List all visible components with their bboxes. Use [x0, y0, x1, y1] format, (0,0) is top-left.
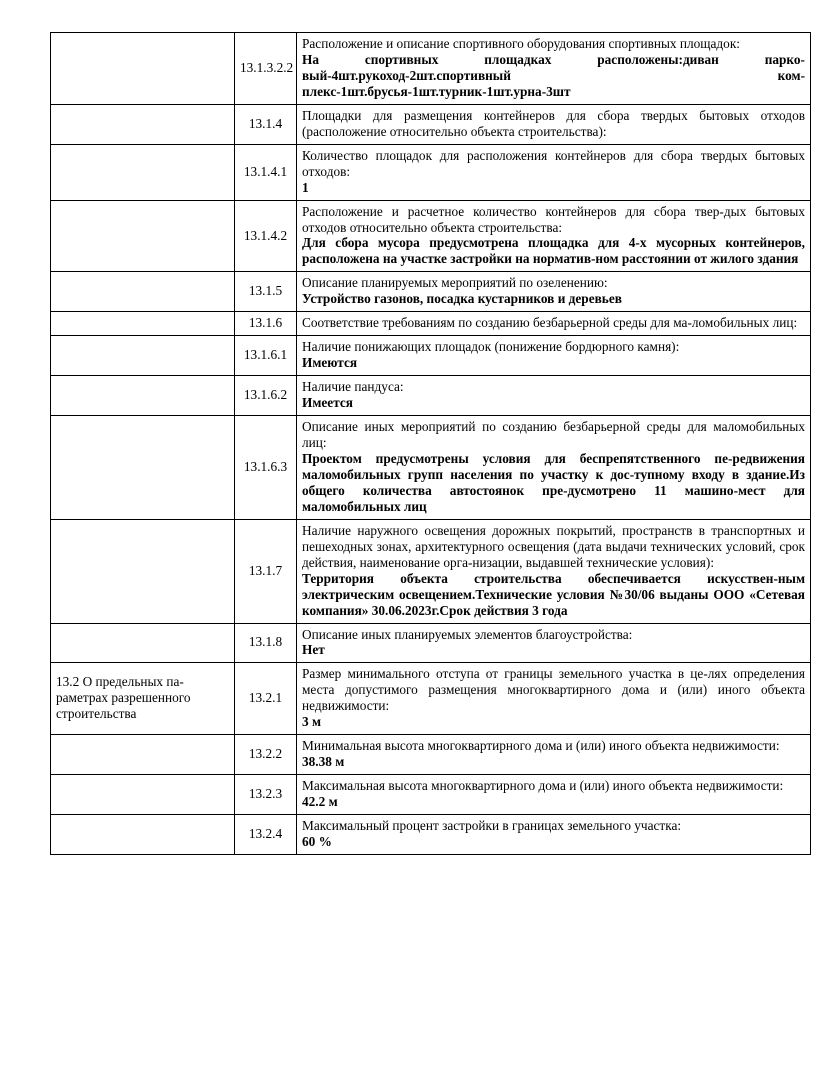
section-cell: [51, 735, 235, 775]
table-row: [51, 416, 811, 520]
index-cell: 13.1.4: [235, 104, 297, 144]
table-row: [51, 336, 811, 376]
table-row: [51, 272, 811, 312]
answer-text: Территория объекта строительства обеспечивается искусствен-ным электрическим освещением.Технические условия №30/06 выданы ООО «Сетевая компания» 30.06.2023г.Срок действия 3 года: [302, 570, 805, 618]
question-text: Наличие пандуса:: [302, 379, 404, 395]
answer-text: На спортивных площадках расположены:диван парко-вый-4шт.рукоход-2шт.спортивный ком-плекс-1шт.брусья-1шт.турник-1шт.урна-3шт: [302, 51, 805, 99]
question-text: Расположение и описание спортивного оборудования спортивных площадок:: [302, 36, 740, 51]
question-text: Соответствие требованиям по созданию безбарьерной среды для ма-ломобильных лиц:: [302, 315, 798, 331]
content-cell: [297, 336, 811, 376]
content-cell: [297, 272, 811, 312]
answer-text: Имеются: [302, 355, 358, 371]
question-text: Количество площадок для расположения контейнеров для сбора твердых бытовых отходов:: [302, 147, 805, 179]
answer-text: Для сбора мусора предусмотрена площадка для 4-х мусорных контейнеров, расположена на участке застройки на норматив-ном расстоянии от жилого здания: [302, 235, 805, 267]
answer-text: 3 м: [302, 714, 322, 730]
section-cell: [51, 200, 235, 272]
content-cell: [297, 663, 811, 735]
content-cell: [297, 376, 811, 416]
index-cell: 13.1.6.3: [235, 416, 297, 520]
table-body: [51, 33, 811, 855]
section-cell: [51, 815, 235, 855]
index-cell: 13.1.3.2.2: [235, 33, 297, 105]
index-cell: 13.1.4.1: [235, 144, 297, 200]
table-row: [51, 104, 811, 144]
table-row: [51, 815, 811, 855]
index-cell: 13.2.1: [235, 663, 297, 735]
content-cell: [297, 104, 811, 144]
table-row: [51, 200, 811, 272]
table-row: [51, 775, 811, 815]
question-text: Расположение и расчетное количество контейнеров для сбора твер-дых бытовых отходов относительно объекта строительства:: [302, 203, 805, 235]
index-cell: 13.1.4.2: [235, 200, 297, 272]
index-cell: 13.2.4: [235, 815, 297, 855]
section-cell: [51, 336, 235, 376]
index-cell: 13.1.8: [235, 623, 297, 663]
section-cell: [51, 376, 235, 416]
section-cell: [51, 33, 235, 105]
answer-text: Имеется: [302, 395, 353, 411]
index-cell: 13.2.2: [235, 735, 297, 775]
section-cell: [51, 623, 235, 663]
answer-text: 60 %: [302, 833, 332, 849]
table-row: [51, 376, 811, 416]
content-cell: [297, 775, 811, 815]
answer-text: 42.2 м: [302, 794, 338, 810]
index-cell: 13.1.7: [235, 519, 297, 623]
question-text: Максимальная высота многоквартирного дома и (или) иного объекта недвижимости:: [302, 778, 784, 794]
question-text: Наличие наружного освещения дорожных покрытий, пространств в транспортных и пешеходных зонах, архитектурного освещения (дата выдачи технических условий, срок действия, наименование орга-низации, выдавшей технические условия):: [302, 522, 805, 570]
content-cell: [297, 312, 811, 336]
content-cell: [297, 200, 811, 272]
content-cell: [297, 735, 811, 775]
content-cell: [297, 815, 811, 855]
question-text: Описание планируемых мероприятий по озеленению:: [302, 275, 608, 291]
question-text: Описание иных планируемых элементов благоустройства:: [302, 626, 633, 642]
section-cell: [51, 312, 235, 336]
content-cell: [297, 416, 811, 520]
index-cell: 13.1.6.2: [235, 376, 297, 416]
section-cell: [51, 272, 235, 312]
content-cell: [297, 519, 811, 623]
declaration-table: [50, 32, 811, 855]
question-text: Площадки для размещения контейнеров для сбора твердых бытовых отходов (расположение относительно объекта строительства):: [302, 107, 805, 139]
answer-text: Устройство газонов, посадка кустарников и деревьев: [302, 291, 622, 307]
answer-text: 38.38 м: [302, 754, 345, 770]
index-cell: 13.1.6: [235, 312, 297, 336]
content-cell: [297, 144, 811, 200]
index-cell: 13.2.3: [235, 775, 297, 815]
section-cell: 13.2 О предельных па-раметрах разрешенного строительства: [51, 663, 235, 735]
section-cell: [51, 144, 235, 200]
section-cell: [51, 519, 235, 623]
question-text: Размер минимального отступа от границы земельного участка в це-лях определения места допустимого размещения многоквартирного дома и (или) иного объекта недвижимости:: [302, 666, 805, 714]
question-text: Максимальный процент застройки в границах земельного участка:: [302, 818, 682, 834]
section-cell: [51, 416, 235, 520]
index-cell: 13.1.5: [235, 272, 297, 312]
answer-text: Нет: [302, 642, 325, 658]
question-text: Описание иных мероприятий по созданию безбарьерной среды для маломобильных лиц:: [302, 419, 805, 451]
table-row: [51, 735, 811, 775]
table-row: [51, 623, 811, 663]
table-row: [51, 33, 811, 105]
answer-text: 1: [302, 179, 309, 195]
section-cell: [51, 775, 235, 815]
table-row: [51, 519, 811, 623]
content-cell: [297, 33, 811, 105]
answer-text: Проектом предусмотрены условия для беспрепятственного пе-редвижения маломобильных групп населения по участку к дос-тупному входу в здание.Из общего количества автостоянок пре-дусмотрено 11 машино-мест для маломобильных лиц: [302, 450, 805, 514]
index-cell: 13.1.6.1: [235, 336, 297, 376]
table-row: [51, 663, 811, 735]
section-cell: [51, 104, 235, 144]
table-row: [51, 144, 811, 200]
question-text: Наличие понижающих площадок (понижение бордюрного камня):: [302, 339, 680, 355]
content-cell: [297, 623, 811, 663]
question-text: Минимальная высота многоквартирного дома и (или) иного объекта недвижимости:: [302, 738, 780, 754]
table-row: [51, 312, 811, 336]
